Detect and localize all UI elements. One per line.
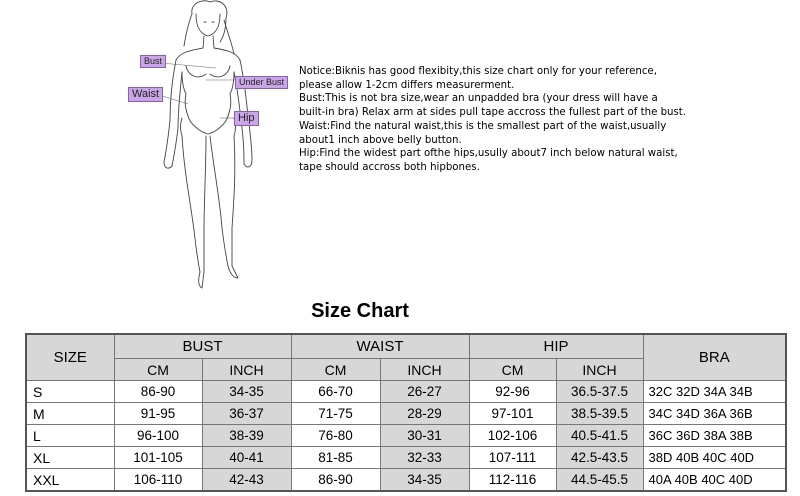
hip-label: Hip — [234, 111, 259, 126]
hip-inch-cell: 38.5-39.5 — [556, 403, 643, 425]
table-header-row — [26, 334, 786, 359]
bust-header: BUST — [114, 334, 291, 359]
size-cell: XXL — [26, 469, 114, 492]
bra-cell: 40A 40B 40C 40D — [643, 469, 786, 492]
figure-sketch — [120, 0, 310, 290]
waist-cm-cell: 71-75 — [291, 403, 380, 425]
size-cell: S — [26, 381, 114, 403]
hip-cm-cell: 97-101 — [469, 403, 556, 425]
notice-line: built-in bra) Relax arm at sides pull tape accross the fullest part of the bust. — [299, 107, 687, 119]
hip-inch-cell: 40.5-41.5 — [556, 425, 643, 447]
waist-cm-cell: 81-85 — [291, 447, 380, 469]
bust-inch-cell: 42-43 — [202, 469, 291, 492]
waist-cm-cell: 66-70 — [291, 381, 380, 403]
waist-cm-cell: 76-80 — [291, 425, 380, 447]
notice-line: Waist:Find the natural waist,this is the smallest part of the waist,usually — [299, 120, 667, 132]
unit-header: CM — [469, 359, 556, 381]
hip-cm-cell: 102-106 — [469, 425, 556, 447]
waist-inch-cell: 30-31 — [380, 425, 469, 447]
table-row — [26, 403, 786, 425]
bust-inch-cell: 36-37 — [202, 403, 291, 425]
bust-inch-cell: 40-41 — [202, 447, 291, 469]
hip-cm-cell: 112-116 — [469, 469, 556, 492]
notice-line: Bust:This is not bra size,wear an unpadded bra (your dress will have a — [299, 93, 658, 105]
size-header: SIZE — [26, 334, 114, 381]
waist-inch-cell: 34-35 — [380, 469, 469, 492]
bra-cell: 38D 40B 40C 40D — [643, 447, 786, 469]
hip-cm-cell: 107-111 — [469, 447, 556, 469]
unit-header: CM — [114, 359, 202, 381]
hip-inch-cell: 44.5-45.5 — [556, 469, 643, 492]
bust-inch-cell: 34-35 — [202, 381, 291, 403]
table-row — [26, 447, 786, 469]
waist-inch-cell: 32-33 — [380, 447, 469, 469]
bust-cm-cell: 96-100 — [114, 425, 202, 447]
bust-inch-cell: 38-39 — [202, 425, 291, 447]
bust-label: Bust — [140, 55, 166, 68]
size-chart-title: Size Chart — [311, 300, 409, 322]
notice-line: about1 inch above belly button. — [299, 134, 462, 146]
hip-header: HIP — [469, 334, 643, 359]
fashion-figure — [120, 0, 310, 290]
bust-cm-cell: 86-90 — [114, 381, 202, 403]
bra-cell: 34C 34D 36A 36B — [643, 403, 786, 425]
measurement-notice — [299, 65, 699, 175]
bra-header: BRA — [643, 334, 786, 381]
unit-header: INCH — [556, 359, 643, 381]
table-row — [26, 425, 786, 447]
unit-header: INCH — [380, 359, 469, 381]
bust-cm-cell: 101-105 — [114, 447, 202, 469]
unit-header: CM — [291, 359, 380, 381]
bust-cm-cell: 106-110 — [114, 469, 202, 492]
waist-cm-cell: 86-90 — [291, 469, 380, 492]
notice-line: please allow 1-2cm differs measurerment. — [299, 79, 515, 91]
hip-cm-cell: 92-96 — [469, 381, 556, 403]
hip-inch-cell: 36.5-37.5 — [556, 381, 643, 403]
waist-label: Waist — [128, 87, 163, 102]
size-table — [25, 333, 787, 492]
waist-inch-cell: 26-27 — [380, 381, 469, 403]
hip-inch-cell: 42.5-43.5 — [556, 447, 643, 469]
waist-inch-cell: 28-29 — [380, 403, 469, 425]
bust-cm-cell: 91-95 — [114, 403, 202, 425]
size-cell: XL — [26, 447, 114, 469]
bra-cell: 32C 32D 34A 34B — [643, 381, 786, 403]
table-row — [26, 469, 786, 492]
waist-header: WAIST — [291, 334, 469, 359]
table-row — [26, 381, 786, 403]
unit-header: INCH — [202, 359, 291, 381]
size-cell: M — [26, 403, 114, 425]
bra-cell: 36C 36D 38A 38B — [643, 425, 786, 447]
notice-line: Notice:Biknis has good flexibity,this size chart only for your reference, — [299, 66, 657, 77]
size-cell: L — [26, 425, 114, 447]
notice-line: tape should accross both hipbones. — [299, 161, 480, 173]
notice-line: Hip:Find the widest part ofthe hips,usully about7 inch below natural waist, — [299, 148, 678, 160]
under-bust-label: Under Bust — [235, 76, 288, 89]
